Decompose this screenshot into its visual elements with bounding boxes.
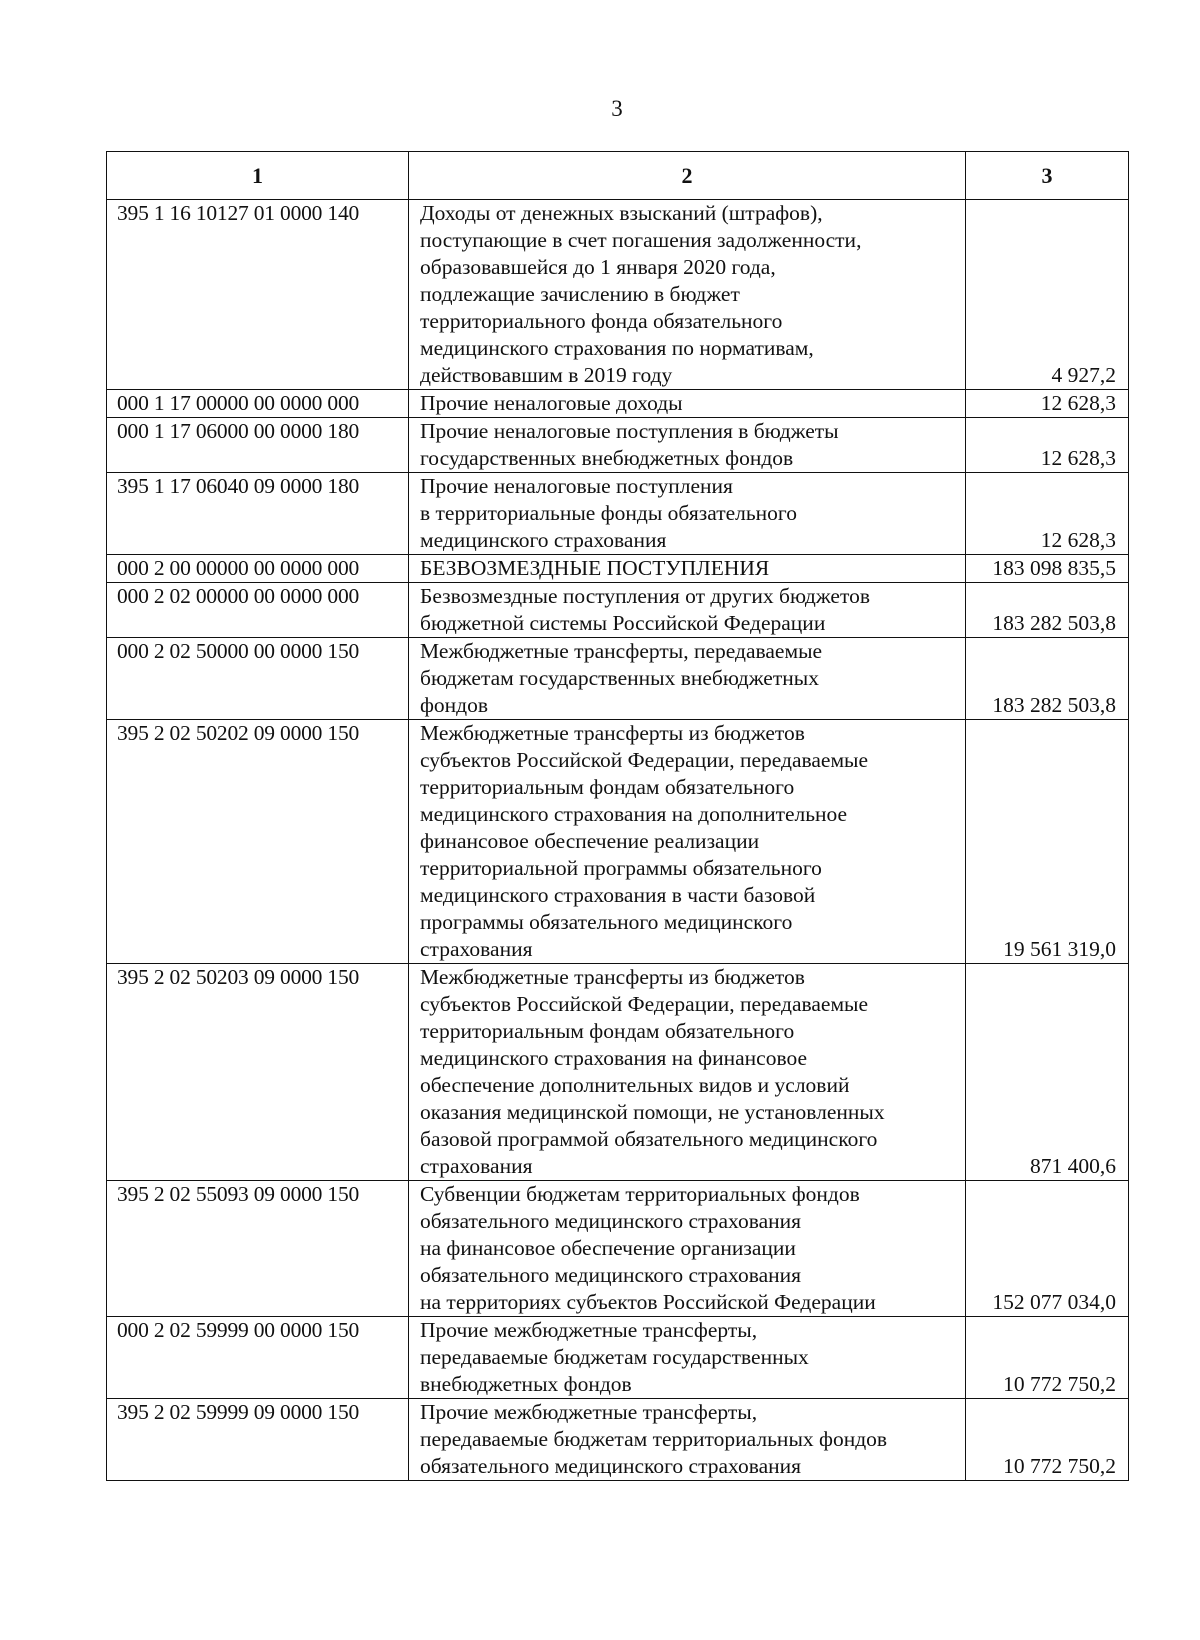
row-description: Прочие неналоговые поступления в территориальные фонды обязательного медицинского страхования [409,473,966,555]
row-amount: 12 628,3 [966,418,1129,473]
table-row [107,418,1129,473]
row-amount: 152 077 034,0 [966,1181,1129,1317]
budget-code: 000 2 00 00000 00 0000 000 [107,555,409,583]
table-row [107,964,1129,1181]
budget-code: 000 1 17 06000 00 0000 180 [107,418,409,473]
budget-code: 395 2 02 55093 09 0000 150 [107,1181,409,1317]
budget-code: 395 2 02 59999 09 0000 150 [107,1399,409,1481]
column-header-3: 3 [966,152,1129,200]
row-description: Доходы от денежных взысканий (штрафов), поступающие в счет погашения задолженности, образовавшейся до 1 января 2020 года, подлежащие зачислению в бюджет территориального фонда обязательного медицинского страхования по нормативам, действовавшим в 2019 году [409,200,966,390]
row-description: Субвенции бюджетам территориальных фондов обязательного медицинского страхования на финансовое обеспечение организации обязательного медицинского страхования на территориях субъектов Российской Федерации [409,1181,966,1317]
table-row [107,473,1129,555]
budget-code: 395 2 02 50203 09 0000 150 [107,964,409,1181]
row-description: Прочие межбюджетные трансферты, передаваемые бюджетам государственных внебюджетных фондов [409,1317,966,1399]
row-description: Прочие межбюджетные трансферты, передаваемые бюджетам территориальных фондов обязательного медицинского страхования [409,1399,966,1481]
column-header-2: 2 [409,152,966,200]
budget-code: 000 2 02 50000 00 0000 150 [107,638,409,720]
row-description: Безвозмездные поступления от других бюджетов бюджетной системы Российской Федерации [409,583,966,638]
row-amount: 183 282 503,8 [966,638,1129,720]
page-number: 3 [611,96,623,121]
row-description: Прочие неналоговые поступления в бюджеты государственных внебюджетных фондов [409,418,966,473]
table-row [107,583,1129,638]
table-row [107,1181,1129,1317]
table-row [107,555,1129,583]
row-description: Межбюджетные трансферты из бюджетов субъектов Российской Федерации, передаваемые территориальным фондам обязательного медицинского страхования на финансовое обеспечение дополнительных видов и условий оказания медицинской помощи, не установленных базовой программой обязательного медицинского страхования [409,964,966,1181]
table-row [107,200,1129,390]
row-description: Межбюджетные трансферты, передаваемые бюджетам государственных внебюджетных фондов [409,638,966,720]
budget-table [106,151,1129,1481]
row-amount: 4 927,2 [966,200,1129,390]
row-amount: 10 772 750,2 [966,1317,1129,1399]
row-amount: 12 628,3 [966,473,1129,555]
row-amount: 12 628,3 [966,390,1129,418]
budget-code: 395 2 02 50202 09 0000 150 [107,720,409,964]
row-amount: 19 561 319,0 [966,720,1129,964]
row-description: Межбюджетные трансферты из бюджетов субъектов Российской Федерации, передаваемые территориальным фондам обязательного медицинского страхования на дополнительное финансовое обеспечение реализации территориальной программы обязательного медицинского страхования в части базовой программы обязательного медицинского страхования [409,720,966,964]
row-amount: 183 282 503,8 [966,583,1129,638]
budget-code: 000 2 02 00000 00 0000 000 [107,583,409,638]
table-row [107,390,1129,418]
table-row [107,720,1129,964]
budget-code: 395 1 17 06040 09 0000 180 [107,473,409,555]
budget-code: 000 1 17 00000 00 0000 000 [107,390,409,418]
header-row [107,152,1129,200]
row-amount: 871 400,6 [966,964,1129,1181]
row-description: Прочие неналоговые доходы [409,390,966,418]
budget-code: 000 2 02 59999 00 0000 150 [107,1317,409,1399]
table-row [107,1317,1129,1399]
table-row [107,638,1129,720]
table-row [107,1399,1129,1481]
budget-code: 395 1 16 10127 01 0000 140 [107,200,409,390]
row-amount: 10 772 750,2 [966,1399,1129,1481]
row-description: БЕЗВОЗМЕЗДНЫЕ ПОСТУПЛЕНИЯ [409,555,966,583]
column-header-1: 1 [107,152,409,200]
row-amount: 183 098 835,5 [966,555,1129,583]
